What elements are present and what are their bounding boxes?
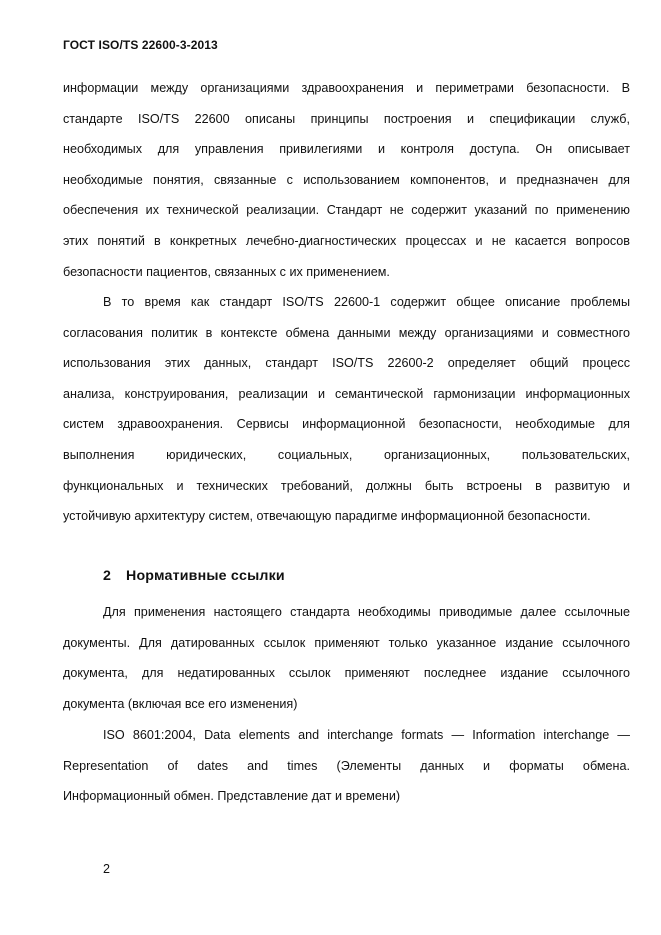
text-line: безопасности пациентов, связанных с их применением. xyxy=(63,264,390,279)
text-line: анализа, конструирования, реализации и семантической гармонизации информационных xyxy=(63,386,630,401)
text-line: использования этих данных, стандарт ISO/TS 22600-2 определяет общий процесс xyxy=(63,356,630,371)
text-line: необходимые понятия, связанные с использованием компонентов, и предназначен для xyxy=(63,172,630,187)
scope-paragraph xyxy=(63,292,630,537)
text-line: стандарте ISO/TS 22600 описаны принципы построения и спецификации служб, xyxy=(63,111,630,126)
text-line: выполнения юридических, социальных, организационных, пользовательских, xyxy=(63,447,630,462)
section-number: 2 xyxy=(103,568,112,584)
section-title: Нормативные ссылки xyxy=(126,568,285,584)
reference-item xyxy=(63,725,630,817)
text-line: Representation of dates and times (Элементы данных и форматы обмена. xyxy=(63,758,630,773)
text-line: документа (включая все его изменения) xyxy=(63,696,298,711)
text-line: ISO 8601:2004, Data elements and interchange formats — Information interchange — xyxy=(103,728,630,742)
text-line: систем здравоохранения. Сервисы информационной безопасности, необходимые для xyxy=(63,417,630,432)
text-line: функциональных и технических требований, должны быть встроены в развитую и xyxy=(63,478,630,493)
document-header: ГОСТ ISO/TS 22600-3-2013 xyxy=(63,38,218,52)
text-line: Информационный обмен. Представление дат и времени) xyxy=(63,789,401,804)
text-line: обеспечения их технической реализации. Стандарт не содержит указаний по применению xyxy=(63,203,630,218)
page-number: 2 xyxy=(103,862,111,876)
text-line: документы. Для датированных ссылок применяют только указанное издание ссылочного xyxy=(63,635,630,650)
references-intro-paragraph xyxy=(63,602,630,724)
text-line: этих понятий в конкретных лечебно-диагностических процессах и не касается вопросов xyxy=(63,233,630,248)
text-line: В то время как стандарт ISO/TS 22600-1 содержит общее описание проблемы xyxy=(103,295,630,309)
text-line: Для применения настоящего стандарта необходимы приводимые далее ссылочные xyxy=(103,605,630,619)
text-line: необходимых для управления привилегиями и контроля доступа. Он описывает xyxy=(63,142,630,157)
text-line: документа, для недатированных ссылок применяют последнее издание ссылочного xyxy=(63,666,630,681)
text-line: согласования политик в контексте обмена данными между организациями и совместного xyxy=(63,325,630,340)
text-line: устойчивую архитектуру систем, отвечающую парадигме информационной безопасности. xyxy=(63,509,591,524)
intro-paragraph xyxy=(63,78,630,292)
section-heading xyxy=(103,568,285,584)
text-line: информации между организациями здравоохранения и периметрами безопасности. В xyxy=(63,81,630,95)
